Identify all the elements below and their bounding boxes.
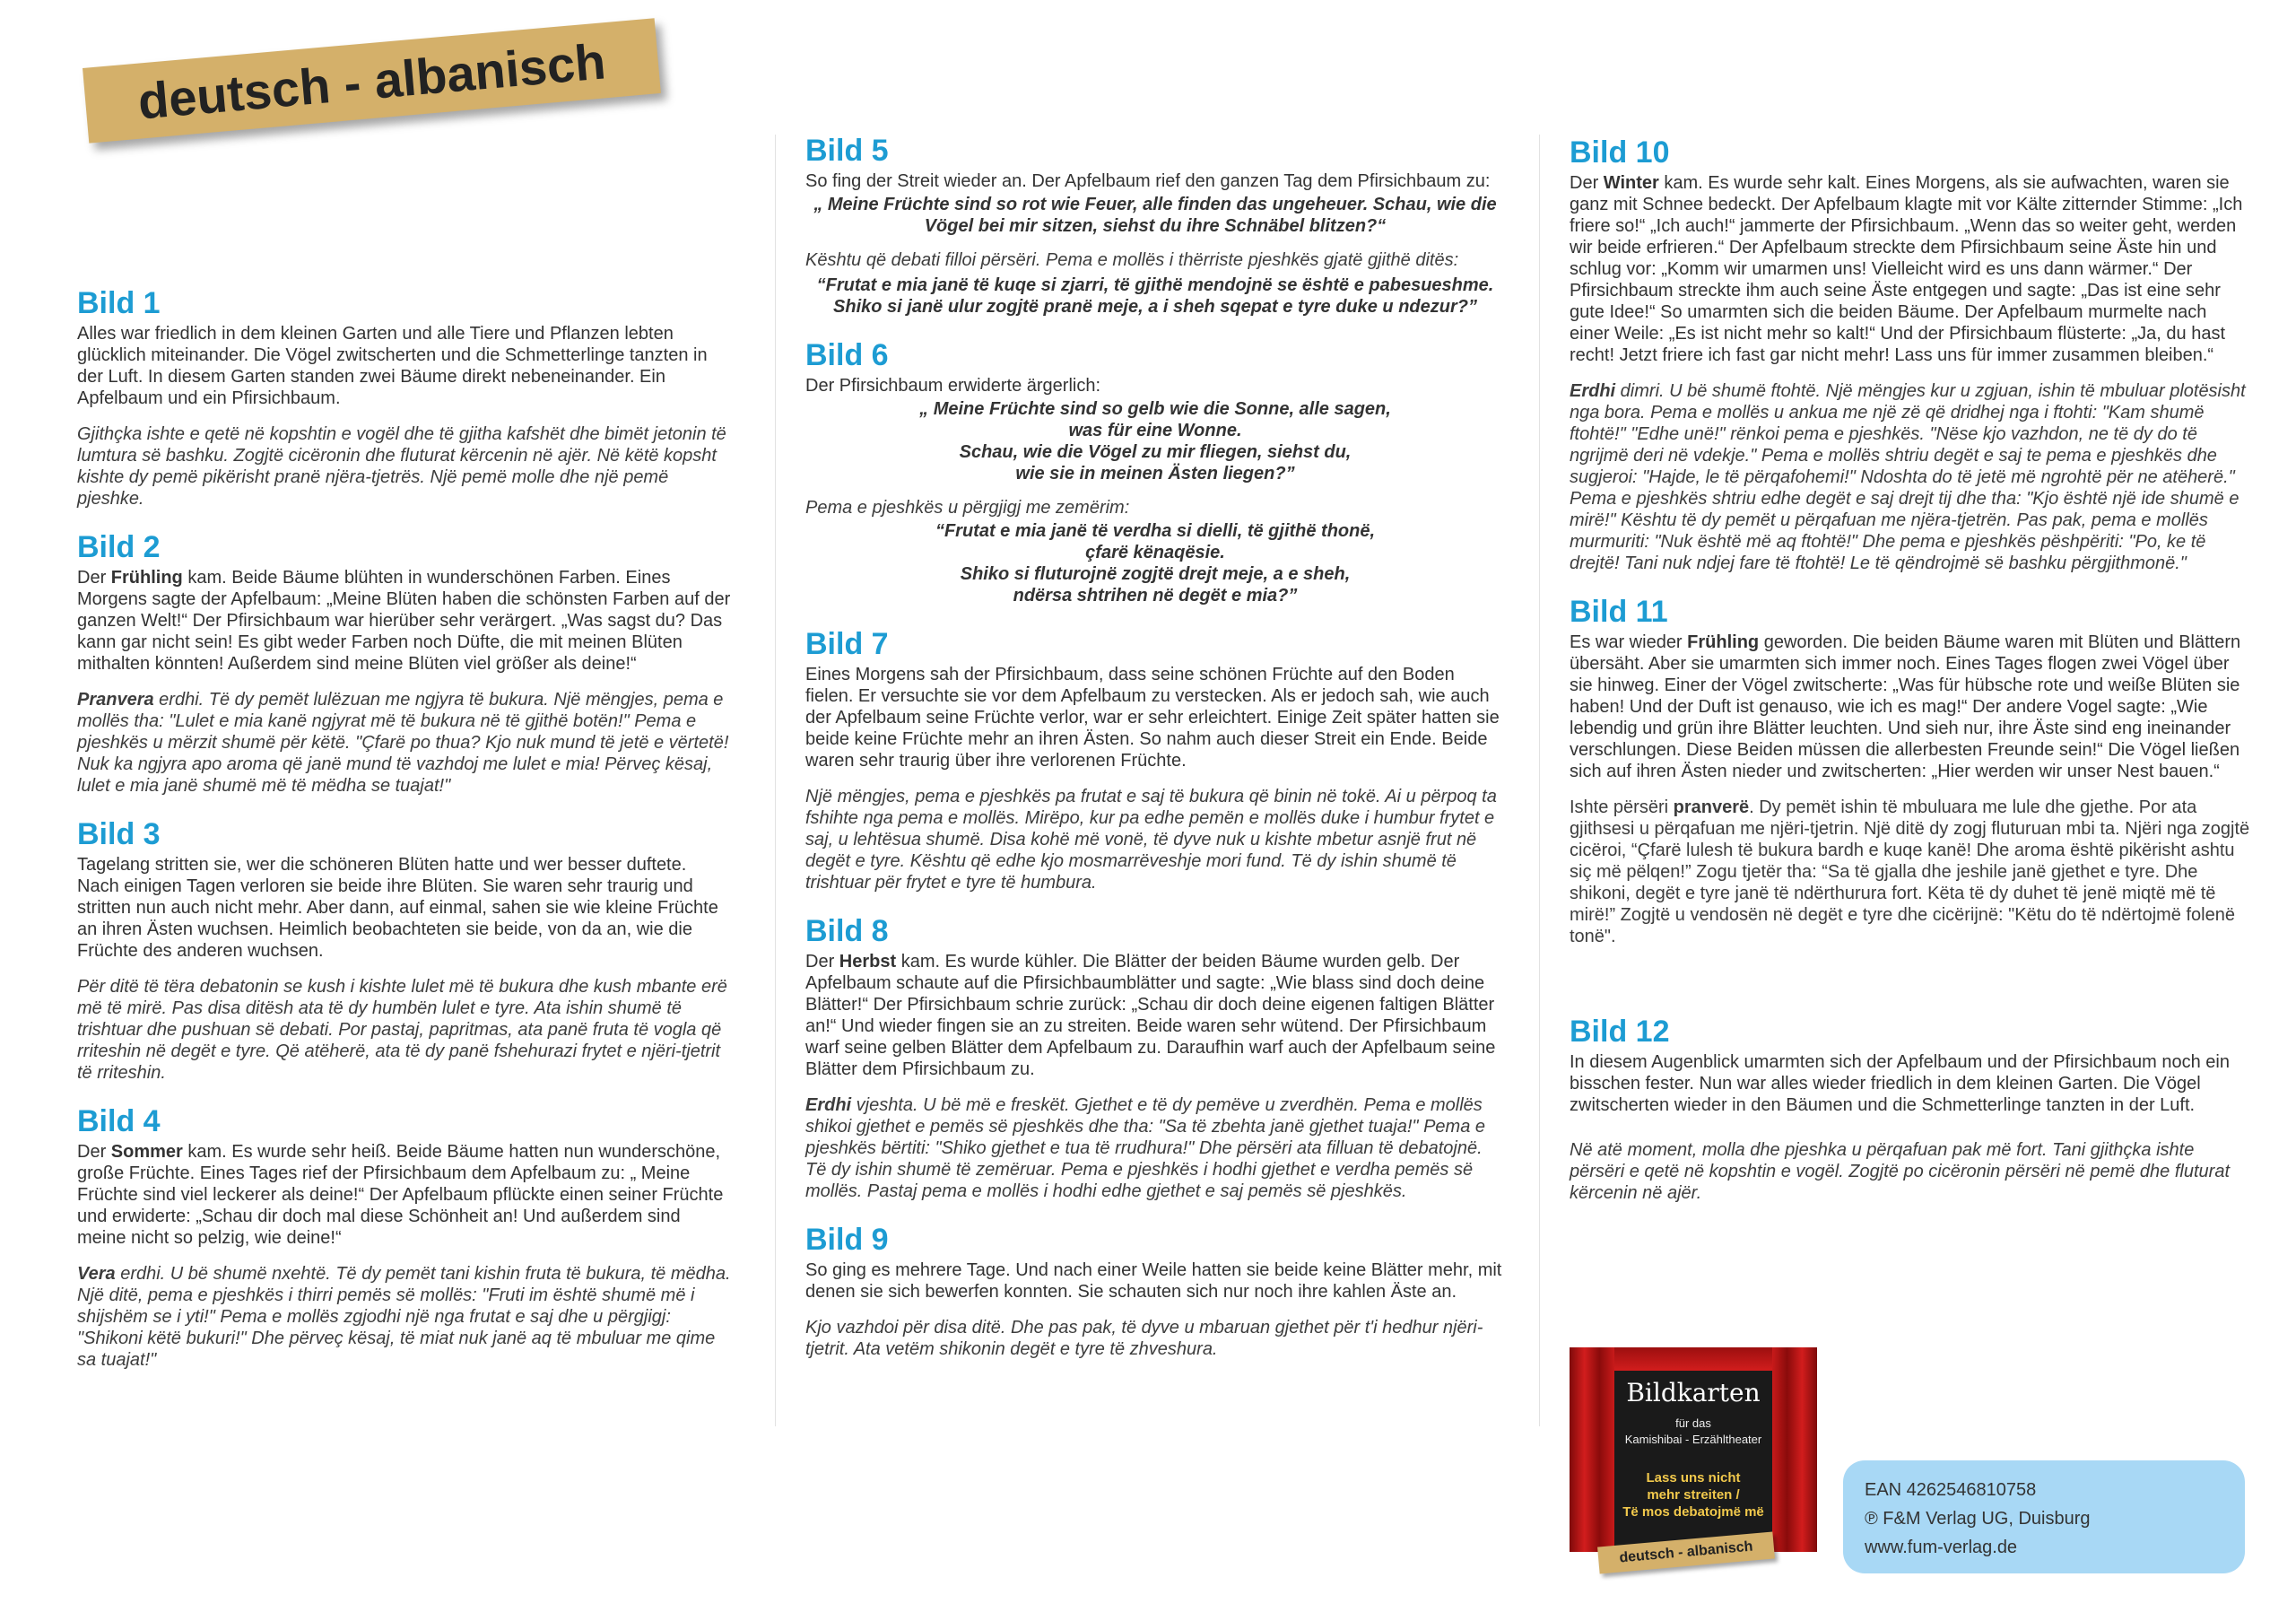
section-title: Bild 8 (805, 914, 889, 948)
albanian-text: Kjo vazhdoi për disa ditë. Dhe pas pak, të dyve u mbaruan gjethet për t'i hedhur njëri-tjetrit. Ata vetëm shikonin degët e tyre të zhveshura. (805, 1318, 1483, 1359)
season-word: Sommer (110, 1142, 183, 1162)
german-text (1570, 632, 2251, 782)
section-bild-3 (77, 816, 732, 1084)
section-title: Bild 6 (805, 338, 889, 372)
german-text (805, 951, 1505, 1080)
poem-line: wie sie in meinen Ästen liegen?” (1015, 464, 1295, 484)
german-text: Eines Morgens sah der Pfirsichbaum, dass seine schönen Früchte auf den Boden fielen. Er versuchte sie vor dem Apfelbaum zu verstecken. Als er jedoch sah, wie auch der Apfelbaum seine Früchte verlor, war er sehr erleichtert. Einige Zeit später hatten sie beide keine Früchte mehr an ihren Ästen. So nahm auch dieser Streit ein Ende. Beide waren sehr traurig über ihre verlorenen Früchte. (805, 665, 1500, 771)
text-span: erdhi. Të dy pemët lulëzuan me ngjyra të bukura. Një mëngjes, pema e mollës tha: "Lulet e mia kanë ngjyrat më të bukura në të gjithë botën!" Pema e pjeshkës u mërzit shumë për këtë. "Çfarë po thua? Kjo nuk mund të jetë e vërtetë! Nuk ka ngjyra apo aroma që janë mund të vazhdoj me lulet e mia! Përveç kësaj, lulet e mia janë shumë më të mëdha se tuajat!" (77, 690, 729, 796)
albanian-text (77, 689, 732, 797)
german-text: Der Pfirsichbaum erwiderte ärgerlich: (805, 376, 1101, 396)
spacer (1570, 967, 2251, 1014)
albanian-text (1570, 797, 2251, 947)
book-cover-thumbnail (1570, 1347, 1817, 1552)
albanian-text: Për ditë të tëra debatonin se kush i kishte lulet më të bukura dhe kush mbante erë më të mirë. Pas disa ditësh ata të dy humbën lulet e tyre. Ata ishin shumë të trishtuar dhe pushuan së debati. Por pastaj, papritmas, ata panë fruta të vogla që rriteshin në degët e tyre. Që atëherë, ata të dy panë fshehurazi frytet e njëri-tjetrit të rriteshin. (77, 977, 727, 1083)
text-span: Es war wieder (1570, 632, 1688, 652)
text-span: . Dy pemët ishin të mbuluara me lule dhe gjethe. Por ata gjithsesi u përqafuan me njëri-tjetrin. Një ditë dy zogj fluturuan mbi ta. Njëri nga zogjtë cicëroi, “Çfarë lulesh të bukura bardh e kuqe kanë! Dhe aroma është pikërisht ashtu siç më pëlqen!” Zogu tjetër tha: “Sa të gjalla dhe jeshile janë gjethet e tyre. Dhe shikoni, degët e tyre janë të ndërthurura fort. Këta të dy duhet të jenë miqtë më të mirë!” Zogjtë u vendosën në degët e tyre dhe cicërijnë: "Këtu do të ndërtojmë folenë tonë". (1570, 797, 2250, 946)
albanian-poem (805, 520, 1505, 606)
section-title: Bild 9 (805, 1223, 889, 1257)
section-title: Bild 2 (77, 530, 161, 564)
albanian-poem: “Frutat e mia janë të kuqe si zjarri, të gjithë mendojnë se është e pabesueshme. Shiko si janë ulur zogjtë pranë meje, a i sheh sqepat e tyre duke u ndezur?” (816, 275, 1494, 317)
german-poem (805, 398, 1505, 484)
column-1 (77, 285, 732, 1390)
german-text (1570, 172, 2251, 366)
text-span: Der (77, 1142, 111, 1162)
text-span: geworden. Die beiden Bäume waren mit Blüten und Blättern übersäht. Aber sie umarmten sich immer noch. Eines Tages flogen zwei Vögel über sie hinweg. Einer der Vögel zwitscherte: „Was für hübsche rote und weiße Blüten sie haben! Und der Duft ist genauso, wie ich es mag!“ Der andere Vogel sagte: „Wie lebendig und grün ihre Blätter leuchten. Und sieh nur, ihre Äste sind eng ineinander verschlungen. Diese Beiden müssen die allerbesten Freunde sein!“ Die Vögel ließen sich auf ihren Ästen nieder und zwitscherten: „Hier werden wir unser Nest bauen.“ (1570, 632, 2241, 781)
section-title: Bild 4 (77, 1104, 161, 1138)
section-title: Bild 3 (77, 817, 161, 851)
section-title: Bild 5 (805, 134, 889, 168)
cover-story-line: Lass uns nicht (1646, 1470, 1741, 1486)
albanian-text: Kështu që debati filloi përsëri. Pema e mollës i thërriste pjeshkës gjatë gjithë ditës: (805, 250, 1459, 270)
language-banner (83, 18, 661, 143)
season-word: Vera (77, 1264, 116, 1284)
german-text: So ging es mehrere Tage. Und nach einer Weile hatten sie beide keine Blätter mehr, mit denen sie sich bewerfen konnten. Sie schauten sich nur noch ihre kahlen Äste an. (805, 1260, 1502, 1302)
publisher-website[interactable]: www.fum-verlag.de (1865, 1538, 2018, 1557)
section-bild-1 (77, 285, 732, 510)
season-word: Herbst (839, 952, 897, 972)
albanian-text: Pema e pjeshkës u përgjigj me zemërim: (805, 498, 1130, 518)
season-word: Erdhi (1570, 381, 1616, 401)
cover-story-title (1570, 1469, 1817, 1521)
german-text (77, 567, 732, 675)
publisher-info-box (1843, 1460, 2245, 1573)
text-span: Der (805, 952, 839, 972)
banner-label: deutsch - albanisch (135, 31, 608, 130)
season-word: Pranvera (77, 690, 154, 710)
text-span: Der (77, 568, 111, 588)
text-span: vjeshta. U bë më e freskët. Gjethet e të dy pemëve u zverdhën. Pema e mollës shikoi gjethet e pemës së pjeshkës dhe tha: "Sa të zbehta janë gjethet tuaja!" Pema e pjeshkës bërtiti: "Shiko gjethet e tua të rrudhura!" Dhe përsëri ata filluan të debatojnë. Të dy ishin shumë të zemëruar. Pema e pjeshkës i hodhi gjethet e verdha pemës së mollës. Pastaj pema e mollës i hodhi edhe gjethet e saj pemës së pjeshkës. (805, 1095, 1486, 1201)
season-word: Winter (1603, 173, 1659, 193)
section-title: Bild 12 (1570, 1015, 1670, 1049)
text-span: erdhi. U bë shumë nxehtë. Të dy pemët tani kishin fruta të bukura, të mëdha. Një ditë, pema e pjeshkës i thirri pemës së mollës: "Fruti im është shumë më i shijshëm se i yti!" Pema e mollës zgjodhi një nga frutat e saj dhe u përgjigj: "Shikoni këtë bukuri!" Dhe përveç kësaj, të miat nuk janë aq të mbuluar me qime sa tuajat!" (77, 1264, 731, 1370)
column-3 (1570, 135, 2251, 1224)
albanian-text: Në atë moment, molla dhe pjeshka u përqafuan pak më fort. Tani gjithçka ishte përsëri e qetë në kopshtin e vogël. Zogjtë po cicëronin përsëri në pemë dhe fluturat kërcenin në ajër. (1570, 1140, 2230, 1203)
albanian-text (1570, 380, 2251, 574)
section-title: Bild 7 (805, 627, 889, 661)
german-poem: „ Meine Früchte sind so rot wie Feuer, alle finden das ungeheuer. Schau, wie die Vögel bei mir sitzen, siehst du ihre Schnäbel blitzen?“ (813, 195, 1497, 236)
cover-story-line: Të mos debatojmë më (1622, 1504, 1764, 1520)
text-span: kam. Es wurde sehr heiß. Beide Bäume hatten nun wunderschöne, große Früchte. Eines Tages rief der Pfirsichbaum dem Apfelbaum zu: „ Meine Früchte sind viel leckerer als deine!“ Der Apfelbaum pflückte einen seiner Früchte und erwiderte: „Schau dir doch mal diese Schönheit an! Und außerdem sind meine nicht so pelzig, wie deine!“ (77, 1142, 724, 1248)
section-title: Bild 11 (1570, 595, 1668, 629)
season-word: pranverë (1673, 797, 1750, 817)
section-title: Bild 1 (77, 286, 161, 320)
german-text: Tagelang stritten sie, wer die schöneren Blüten hatte und wer besser duftete. Nach einigen Tagen verloren sie beide ihre Blüten. Sie waren sehr traurig und stritten nun auch nicht mehr. Aber dann, auf einmal, sahen sie wie kleine Früchte an ihren Ästen wuchsen. Heimlich beobachteten sie beide, von da an, wie die Früchte des anderen wuchsen. (77, 855, 718, 961)
section-bild-4 (77, 1103, 732, 1371)
section-title: Bild 10 (1570, 135, 1670, 170)
cover-story-line: mehr streiten / (1647, 1487, 1740, 1503)
section-bild-9 (805, 1222, 1505, 1360)
season-word: Frühling (110, 568, 183, 588)
cover-title: Bildkarten (1626, 1378, 1761, 1407)
section-bild-11 (1570, 594, 2251, 947)
german-text: Alles war friedlich in dem kleinen Garten und alle Tiere und Pflanzen lebten glücklich miteinander. Die Vögel zwitscherten und die Schmetterlinge tanzten in der Luft. In diesem Garten standen zwei Bäume direkt nebeneinander. Ein Apfelbaum und ein Pfirsichbaum. (77, 324, 708, 408)
text-span: kam. Es wurde kühler. Die Blätter der beiden Bäume wurden gelb. Der Apfelbaum schaute auf die Pfirsichbaumblätter und sagte: „Wie blass sind doch deine Blätter!“ Der Pfirsichbaum schrie zurück: „Schau dir doch deine eigenen faltigen Blätter an!“ Und wieder fingen sie an zu streiten. Beide waren sehr wütend. Der Pfirsichbaum warf seine gelben Blätter dem Apfelbaum zu. Daraufhin warf auch der Apfelbaum seine Blätter dem Pfirsichbaum zu. (805, 952, 1496, 1079)
albanian-text: Gjithçka ishte e qetë në kopshtin e vogël dhe të gjitha kafshët dhe bimët jetonin të lumtura së bashku. Zogjtë cicëronin dhe fluturat kërcenin në ajër. Në këtë kopsht kishte dy pemë pikërisht pranë njëra-tjetrës. Një pemë molle dhe një pemë pjeshke. (77, 424, 726, 509)
section-bild-5 (805, 133, 1505, 318)
poem-line: Shiko si fluturojnë zogjtë drejt meje, a e sheh, (960, 564, 1351, 584)
german-text (77, 1141, 732, 1249)
section-bild-2 (77, 529, 732, 797)
text-span: dimri. U bë shumë ftohtë. Një mëngjes kur u zgjuan, ishin të mbuluar plotësisht nga bora. Pema e mollës u ankua me një zë që dridhej nga i ftohti: "Kam shumë ftohtë!" "Edhe unë!" rënkoi pema e pjeshkës. "Nëse kjo vazhdon, ne të dy do të ngrijmë deri në vdekje." Pema e mollës shtriu degët e saj te pema e pjeshkës dhe sugjeroi: "Hajde, le të përqafohemi!" Ndoshta do të jetë më ngrohtë për ne atëherë." Pema e pjeshkës shtriu edhe degët e saj drejt tij dhe tha: "Kjo është një ide shumë e mirë!" Kështu të dy pemët u përqafuan me njëra-tjetrën. Pas pak, pema e mollës murmuriti: "Nuk është më aq ftohtë!" Dhe pema e pjeshkës pëshpëriti: "Po, ke të drejtë! Tani nuk ndjej fare të ftohtë! Le të qëndrojmë së bashku përgjithmonë." (1570, 381, 2246, 573)
poem-line: “Frutat e mia janë të verdha si dielli, të gjithë thonë, (935, 521, 1376, 541)
albanian-text (805, 1094, 1505, 1202)
ean-code: EAN 4262546810758 (1865, 1480, 2037, 1500)
season-word: Erdhi (805, 1095, 852, 1115)
poem-line: Schau, wie die Vögel zu mir fliegen, siehst du, (959, 442, 1352, 462)
section-bild-10 (1570, 135, 2251, 574)
column-2 (805, 133, 1505, 1380)
german-text: In diesem Augenblick umarmten sich der Apfelbaum und der Pfirsichbaum noch ein bisschen fester. Nun war alles wieder friedlich in dem kleinen Garten. Die Vögel zwitscherten wieder in den Bäumen und die Schmetterlinge tanzten in der Luft. (1570, 1052, 2230, 1115)
poem-line: çfarë kënaqësie. (1085, 543, 1225, 562)
cover-subtitle-line: für das (1675, 1416, 1711, 1430)
text-span: Der (1570, 173, 1604, 193)
german-text: So fing der Streit wieder an. Der Apfelbaum rief den ganzen Tag dem Pfirsichbaum zu: (805, 171, 1491, 191)
section-bild-6 (805, 337, 1505, 606)
section-bild-8 (805, 913, 1505, 1202)
section-bild-7 (805, 626, 1505, 893)
poem-line: was für eine Wonne. (1068, 421, 1242, 440)
poem-line: ndërsa shtrihen në degët e mia?” (1013, 586, 1298, 606)
text-span: kam. Beide Bäume blühten in wunderschönen Farben. Eines Morgens sagte der Apfelbaum: „Meine Blüten haben die schönsten Farben auf der ganzen Welt!“ Der Pfirsichbaum war hierüber sehr verärgert. „Was sagst du? Das kann gar nicht sein! Es gibt weder Farben noch Düfte, die mit meinen Blüten mithalten könnten! Außerdem sind meine Blüten viel größer als deine!“ (77, 568, 731, 674)
albanian-text: Një mëngjes, pema e pjeshkës pa frutat e saj të bukura që binin në tokë. Ai u përpoq ta fshihte nga pema e mollës. Mirëpo, kur pa edhe pemën e mollës duke i humbur frytet e saj, u lehtësua shumë. Disa kohë më vonë, të dyve nuk u kishte mbetur asnjë frut në degët e tyre. Kështu që edhe kjo mosmarrëveshje mori fund. Të dy ishin shumë të trishtuar për frytet e tyre të humbura. (805, 787, 1497, 893)
cover-tag-label: deutsch - albanisch (1618, 1538, 1754, 1566)
publisher-name: ℗ F&M Verlag UG, Duisburg (1865, 1509, 2091, 1529)
column-divider (1539, 135, 1540, 1426)
column-divider (775, 135, 776, 1426)
poem-line: „ Meine Früchte sind so gelb wie die Sonne, alle sagen, (919, 399, 1391, 419)
cover-subtitle-line: Kamishibai - Erzähltheater (1624, 1433, 1762, 1446)
section-bild-12 (1570, 1014, 2251, 1204)
text-span: Ishte përsëri (1570, 797, 1674, 817)
albanian-text (77, 1263, 732, 1371)
text-span: kam. Es wurde sehr kalt. Eines Morgens, als sie aufwachten, waren sie ganz mit Schnee bedeckt. Der Apfelbaum klagte mit vor Kälte zitternder Stimme: „Ich friere so!“ „Ich auch!“ jammerte der Pfirsichbaum. „Wenn das so weiter geht, werden wir beide erfrieren.“ Der Apfelbaum streckte dem Pfirsichbaum seine Äste hin und schlug vor: „Komm wir umarmen uns! Vielleicht wird es uns dann wärmer.“ Der Pfirsichbaum streckte ihm auch seine Äste entgegen und sagte: „Das ist eine sehr gute Idee!“ So umarmten sich die beiden Bäume. Der Apfelbaum murmelte nach einer Weile: „Es ist nicht mehr so kalt!“ Und der Pfirsichbaum flüsterte: „Ja, du hast recht! Jetzt friere ich fast gar nicht mehr! Lass uns für immer zusammen bleiben.“ (1570, 173, 2243, 365)
cover-subtitle (1570, 1416, 1817, 1448)
season-word: Frühling (1687, 632, 1760, 652)
